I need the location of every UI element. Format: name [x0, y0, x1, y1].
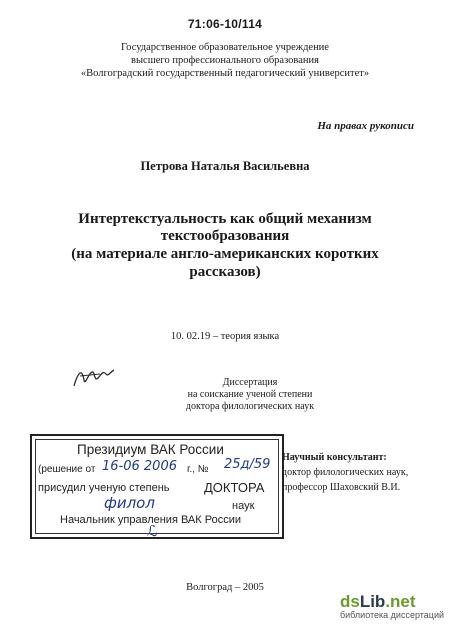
rights-note: На правах рукописи [317, 120, 414, 132]
stamp-office: Начальник управления ВАК России [60, 514, 241, 526]
title-line-4: рассказов) [189, 264, 261, 280]
institution-line-3: «Волгоградский государственный педагогический университет» [80, 68, 370, 79]
logo-tagline: библиотека диссертаций [339, 610, 444, 620]
logo-net: .net [385, 592, 416, 611]
consultant-heading: Научный консультант: [282, 452, 387, 463]
stamp-degree: ДОКТОРА [204, 480, 265, 495]
consultant-line-2: доктор филологических наук, [282, 467, 409, 478]
stamp-degree-prefix: присудил ученую степень [38, 482, 170, 494]
dissertation-line-1: Диссертация [222, 377, 278, 388]
city-year: Волгоград – 2005 [186, 582, 264, 593]
author-name: Петрова Наталья Васильевна [140, 159, 310, 173]
stamp-decision-prefix: (решение от [38, 464, 96, 475]
dissertation-line-2: на соискание ученой степени [187, 389, 313, 400]
logo-lib: Lib [359, 592, 386, 611]
title-line-2: текстообразования [160, 228, 290, 244]
stamp-decision-number: 25д/59 [224, 457, 271, 472]
stamp-field-suffix: наук [232, 500, 255, 512]
stamp-decision-date: 16-06 2006 [102, 459, 177, 474]
institution-line-2: высшего профессионального образования [131, 55, 319, 66]
institution-line-1: Государственное образовательное учреждение [121, 42, 329, 53]
stamp-year-suffix: г., № [187, 464, 209, 475]
document-code: 71:06-10/114 [187, 17, 263, 31]
vak-stamp [30, 434, 284, 539]
specialty: 10. 02.19 – теория языка [170, 331, 280, 342]
title-line-1: Интертекстуальность как общий механизм [78, 211, 372, 227]
stamp-signature: ℒ [147, 522, 158, 540]
dslib-logo[interactable] [340, 592, 444, 620]
dissertation-line-3: доктора филологических наук [185, 401, 315, 412]
consultant-line-3: профессор Шаховский В.И. [282, 482, 401, 493]
logo-ds: ds [339, 592, 360, 611]
title-line-3: (на материале англо-американских коротких [71, 246, 379, 262]
signature-mark [70, 362, 120, 392]
stamp-field-handwritten: филол [104, 494, 155, 512]
stamp-header: Президиум ВАК России [77, 442, 224, 457]
